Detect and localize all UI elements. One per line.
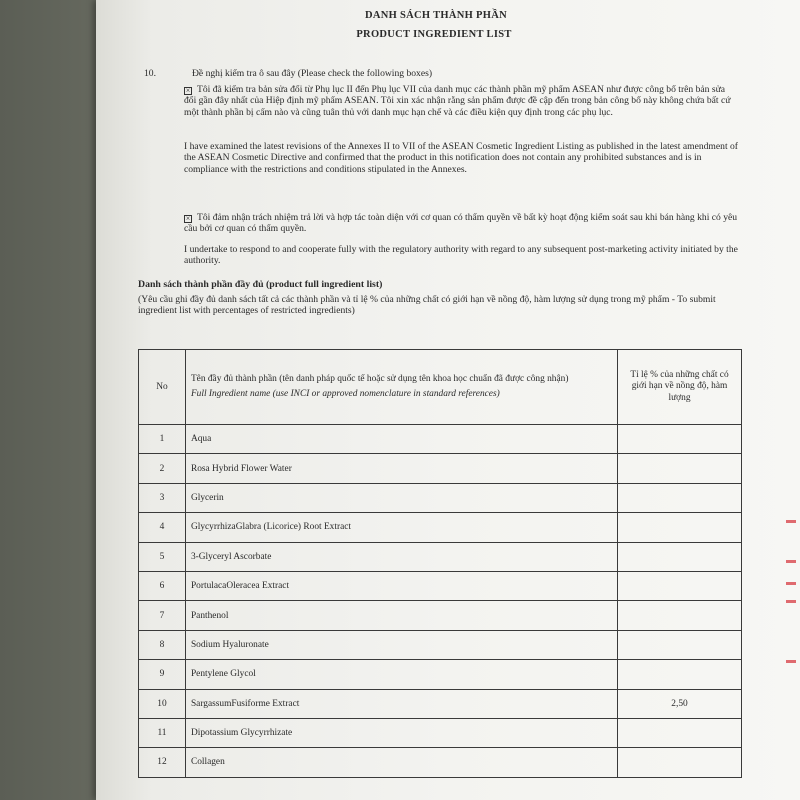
row-ingredient-name: PortulacaOleracea Extract	[185, 571, 617, 600]
row-no: 11	[139, 718, 186, 747]
declaration-2-vn-text: Tôi đảm nhận trách nhiệm trả lời và hợp tác toàn diện với cơ quan có thẩm quyền về bất kỳ hoạt động kiểm soát sau khi bán hàng khi có yêu cầu bởi cơ quan có thẩm quyền.	[184, 212, 738, 235]
row-no: 7	[139, 601, 186, 630]
header-percentage: Tỉ lệ % của những chất có giới hạn về nồng độ, hàm lượng	[618, 350, 742, 425]
row-ingredient-name: 3-Glyceryl Ascorbate	[185, 542, 617, 571]
table-row	[139, 601, 742, 630]
row-no: 9	[139, 660, 186, 689]
row-no: 4	[139, 513, 186, 542]
red-margin-mark	[786, 560, 796, 563]
row-no: 6	[139, 571, 186, 600]
row-percentage	[618, 601, 742, 630]
declaration-1-vn	[184, 84, 739, 118]
ingredient-table	[138, 349, 742, 778]
row-ingredient-name: Sodium Hyaluronate	[185, 630, 617, 659]
row-no: 12	[139, 748, 186, 777]
header-name-en: Full Ingredient name (use INCI or approved nomenclature in standard references)	[190, 389, 500, 399]
row-percentage	[618, 513, 742, 542]
header-no: No	[139, 350, 186, 425]
table-row	[139, 542, 742, 571]
table-header-row	[139, 350, 742, 425]
check-request: Đề nghị kiểm tra ô sau đây (Please check the following boxes)	[192, 68, 433, 79]
table-row	[139, 454, 742, 483]
row-no: 1	[139, 425, 186, 454]
row-percentage	[618, 571, 742, 600]
declaration-1-en: I have examined the latest revisions of the Annexes II to VII of the ASEAN Cosmetic Ingredient Listing as published in the latest amendment of the ASEAN Cosmetic Directive and confirmed that the product in this notification does not contain any prohibited substances and is in compliance with the restrictions and conditions stipulated in the Annexes.	[184, 141, 739, 175]
row-percentage	[618, 660, 742, 689]
document-page	[96, 0, 800, 800]
table-row	[139, 660, 742, 689]
header-name	[185, 350, 617, 425]
table-row	[139, 748, 742, 777]
red-margin-mark	[786, 520, 796, 523]
full-list-heading-en: (product full ingredient list)	[265, 279, 383, 290]
checkbox-checked-icon[interactable]: ×	[185, 214, 191, 223]
row-no: 3	[139, 483, 186, 512]
row-percentage	[618, 425, 742, 454]
row-percentage	[618, 748, 742, 777]
row-ingredient-name: GlycyrrhizaGlabra (Licorice) Root Extract	[185, 513, 617, 542]
declaration-2-en: I undertake to respond to and cooperate fully with the regulatory authority with regard to any subsequent post-marketing activity initiated by the authority.	[184, 244, 738, 267]
row-ingredient-name: Aqua	[185, 425, 617, 454]
full-list-heading-vn: Danh sách thành phần đầy đủ	[138, 279, 264, 290]
checkbox-checked-icon[interactable]: ×	[185, 86, 191, 95]
table-row	[139, 630, 742, 659]
row-percentage	[618, 630, 742, 659]
row-ingredient-name: SargassumFusiforme Extract	[185, 689, 617, 718]
row-percentage	[618, 454, 742, 483]
table-row	[139, 571, 742, 600]
declaration-1-vn-text: Tôi đã kiểm tra bản sửa đổi từ Phụ lục II đến Phụ lục VII của danh mục các thành phần mỹ phẩm ASEAN như được công bố trên bản sửa đổi gần đây nhất của Hiệp định mỹ phẩm ASEAN. Tôi xin xác nhận rằng sản phẩm được đề cập đến trong bản công bố này không chứa bất cứ một thành phần bị cấm nào và cũng tuân thủ với danh mục hạn chế và các điều kiện quy định trong các phụ lục.	[184, 84, 731, 118]
table-row	[139, 513, 742, 542]
title-english: PRODUCT INGREDIENT LIST	[356, 29, 512, 40]
table-row	[139, 425, 742, 454]
row-ingredient-name: Pentylene Glycol	[185, 660, 617, 689]
row-no: 5	[139, 542, 186, 571]
declaration-2-vn	[184, 212, 744, 235]
table-row	[139, 689, 742, 718]
row-ingredient-name: Dipotassium Glycyrrhizate	[185, 718, 617, 747]
full-list-note: (Yêu cầu ghi đầy đủ danh sách tất cả các thành phần và tỉ lệ % của những chất có giới hạn về nồng độ, hàm lượng sử dụng trong mỹ phẩm - To submit ingredient list with percentages of restricted ingredients)	[138, 294, 716, 317]
row-no: 8	[139, 630, 186, 659]
title-vietnamese: DANH SÁCH THÀNH PHẦN	[364, 10, 508, 21]
header-name-vn: Tên đầy đủ thành phần (tên danh pháp quốc tế hoặc sử dụng tên khoa học chuẩn đã được công nhận)	[190, 374, 569, 384]
full-list-heading	[138, 279, 738, 290]
row-ingredient-name: Panthenol	[185, 601, 617, 630]
row-ingredient-name: Collagen	[185, 748, 617, 777]
row-percentage	[618, 483, 742, 512]
section-number: 10.	[144, 68, 156, 79]
row-ingredient-name: Rosa Hybrid Flower Water	[185, 454, 617, 483]
table-row	[139, 718, 742, 747]
table-row	[139, 483, 742, 512]
row-percentage	[618, 542, 742, 571]
red-margin-mark	[786, 582, 796, 585]
row-no: 10	[139, 689, 186, 718]
row-ingredient-name: Glycerin	[185, 483, 617, 512]
red-margin-mark	[786, 600, 796, 603]
red-margin-mark	[786, 660, 796, 663]
row-percentage	[618, 718, 742, 747]
row-no: 2	[139, 454, 186, 483]
row-percentage: 2,50	[618, 689, 742, 718]
